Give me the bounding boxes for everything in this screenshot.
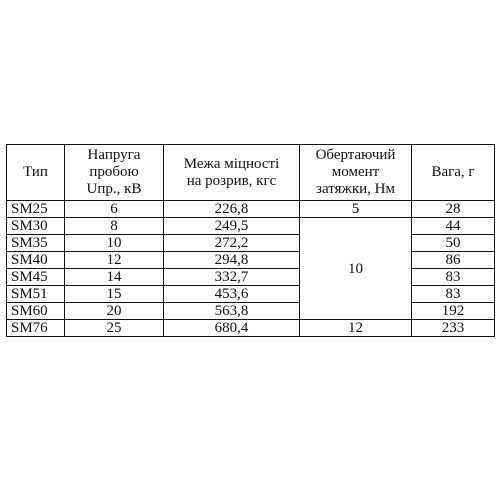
cell-voltage: 10 [65,235,164,252]
cell-torque: 5 [300,201,412,218]
cell-voltage: 14 [65,269,164,286]
header-type: Тип [7,145,65,201]
cell-weight: 233 [412,320,495,337]
table-header-row [7,145,495,201]
cell-type: SM30 [7,218,65,235]
cell-strength: 249,5 [164,218,300,235]
cell-torque: 12 [300,320,412,337]
cell-type: SM25 [7,201,65,218]
cell-voltage: 6 [65,201,164,218]
cell-type: SM35 [7,235,65,252]
cell-weight: 86 [412,252,495,269]
table-row [7,269,495,286]
cell-weight: 50 [412,235,495,252]
cell-type: SM76 [7,320,65,337]
cell-weight: 83 [412,286,495,303]
table-row [7,252,495,269]
cell-voltage: 8 [65,218,164,235]
cell-voltage: 20 [65,303,164,320]
cell-strength: 680,4 [164,320,300,337]
cell-type: SM40 [7,252,65,269]
cell-strength: 226,8 [164,201,300,218]
cell-type: SM51 [7,286,65,303]
header-torque: Обертаючий момент затяжки, Нм [300,145,412,201]
header-strength: Межа міцності на розрив, кгс [164,145,300,201]
cell-strength: 563,8 [164,303,300,320]
cell-strength: 332,7 [164,269,300,286]
table-row [7,303,495,320]
table-row [7,201,495,218]
cell-weight: 28 [412,201,495,218]
cell-torque-merged: 10 [300,218,412,320]
cell-type: SM60 [7,303,65,320]
cell-voltage: 25 [65,320,164,337]
table-row [7,218,495,235]
table-row [7,320,495,337]
cell-weight: 192 [412,303,495,320]
cell-weight: 83 [412,269,495,286]
cell-weight: 44 [412,218,495,235]
cell-strength: 453,6 [164,286,300,303]
specifications-table [6,144,495,337]
cell-type: SM45 [7,269,65,286]
cell-voltage: 15 [65,286,164,303]
cell-strength: 272,2 [164,235,300,252]
header-weight: Вага, г [412,145,495,201]
table-row [7,286,495,303]
header-voltage: Напруга пробою Uпр., кВ [65,145,164,201]
cell-strength: 294,8 [164,252,300,269]
table-row [7,235,495,252]
cell-voltage: 12 [65,252,164,269]
